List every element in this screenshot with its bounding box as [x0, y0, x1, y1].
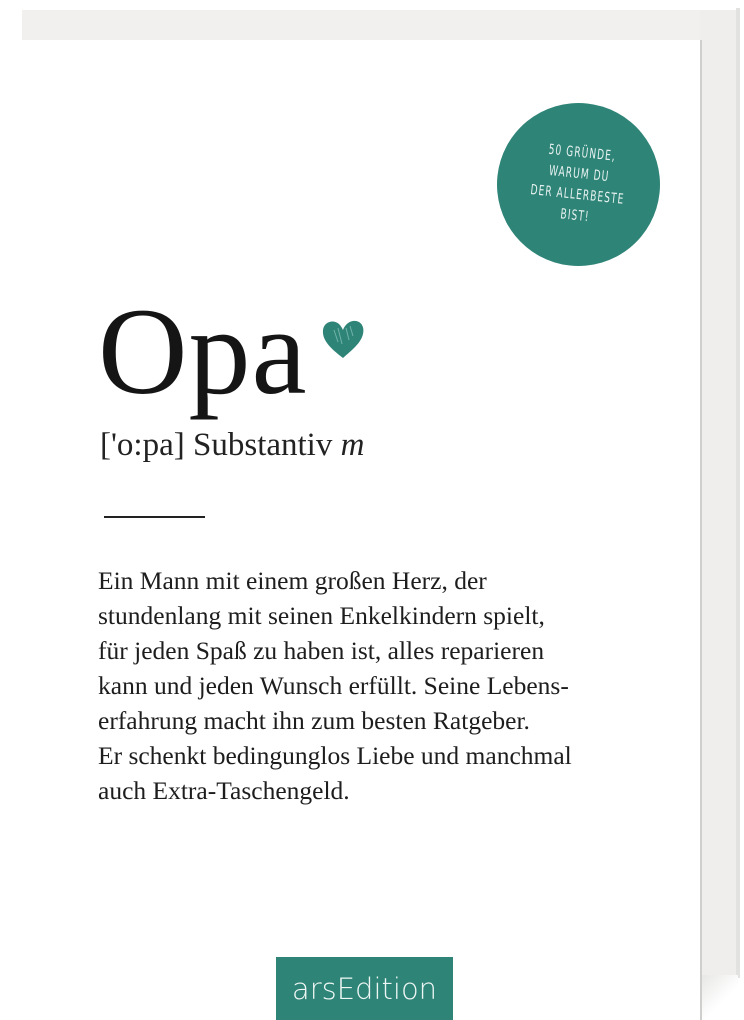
definition-line: Er schenkt bedingunglos Liebe und manchmal [98, 741, 572, 770]
definition-line: Ein Mann mit einem großen Herz, der [98, 566, 487, 595]
definition-line: auch Extra-Taschengeld. [98, 776, 350, 805]
badge-line: WARUM DU [548, 162, 611, 185]
divider [104, 516, 205, 518]
gender: m [340, 427, 365, 463]
word-class: Substantiv [193, 427, 333, 463]
badge-line: DER ALLERBESTE [529, 181, 626, 208]
book-page-corner [700, 975, 738, 1020]
definition-text [98, 563, 572, 808]
book-title: Opa [98, 283, 308, 420]
badge-line: 50 GRÜNDE, [547, 141, 617, 165]
book-page-block-side [700, 10, 738, 985]
pronunciation: ['o:pa] [100, 427, 185, 463]
definition-line: erfahrung macht ihn zum besten Ratgeber. [98, 706, 530, 735]
definition-line: für jeden Spaß zu haben ist, alles reparieren [98, 636, 545, 665]
heart-icon [320, 318, 366, 360]
publisher-logo: arsEdition [276, 957, 453, 1020]
definition-line: kann und jeden Wunsch erfüllt. Seine Lebens- [98, 671, 569, 700]
book-page-edge [736, 8, 740, 978]
definition-line: stundenlang mit seinen Enkelkindern spielt, [98, 601, 545, 630]
badge-line: BIST! [559, 205, 591, 225]
pronunciation-line [100, 427, 364, 464]
